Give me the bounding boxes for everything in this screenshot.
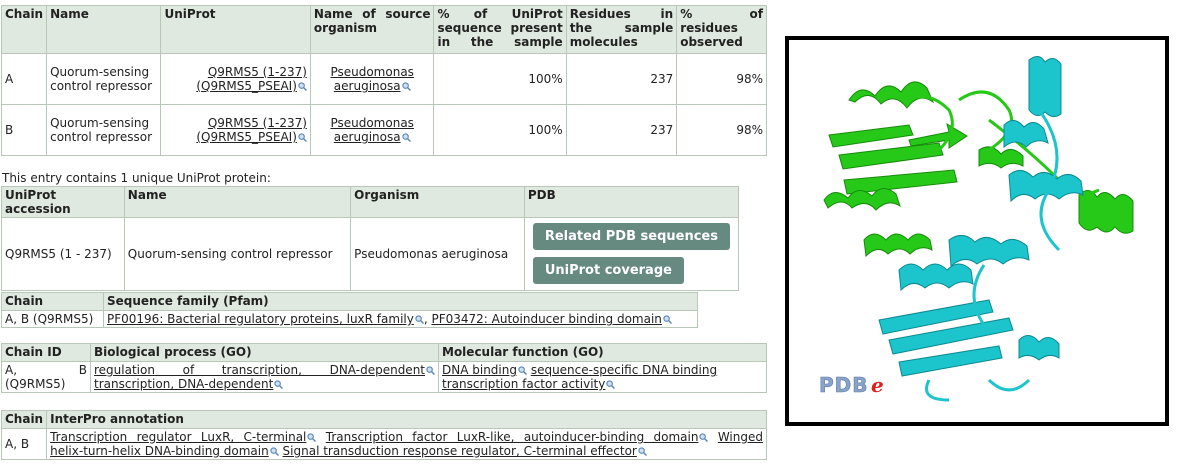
header-chain: Chain (2, 411, 47, 429)
interpro-line-2 (50, 444, 763, 458)
uniprot-id-link[interactable]: (Q9RMS5_PSEAI) (196, 130, 297, 144)
related-pdb-sequences-button[interactable]: Related PDB sequences (533, 223, 730, 250)
header-pfam: Sequence family (Pfam) (104, 293, 698, 311)
go-link-transcription[interactable]: transcription, DNA-dependent (94, 377, 274, 391)
header-accession: UniProt accession (2, 187, 125, 218)
uniprot-id-link[interactable]: (Q9RMS5_PSEAI) (196, 79, 297, 93)
magnifier-icon[interactable] (402, 82, 411, 91)
name-cell: Quorum-sensing control repressor (124, 218, 350, 291)
pdb-cell (524, 218, 738, 291)
name-cell: Quorum-sensing control repressor (47, 105, 161, 156)
magnifier-icon[interactable] (298, 82, 307, 91)
interpro-link-winged-helix[interactable] (718, 430, 763, 444)
uniprot-link[interactable]: Q9RMS5 (1-237) (207, 65, 307, 79)
magnifier-icon[interactable] (274, 380, 283, 389)
organism-link[interactable]: Pseudomonas aeruginosa (330, 65, 414, 93)
magnifier-icon[interactable] (638, 447, 647, 456)
accession-cell: Q9RMS5 (1 - 237) (2, 218, 125, 291)
magnifier-icon[interactable] (606, 380, 615, 389)
go-table (1, 343, 767, 393)
interpro-link-signal-transduction[interactable]: Signal transduction response regulator, C-terminal effector (282, 444, 637, 458)
magnifier-icon[interactable] (402, 133, 411, 142)
header-pct-observed: % of residues observed (677, 6, 767, 54)
winged-helix-part-2: helix-turn-helix DNA-binding domain (50, 444, 269, 458)
pfam-cell: PF00196: Bacterial regulatory proteins, luxR family , PF03472: Autoinducer binding domain (104, 311, 698, 328)
organism-cell (310, 54, 434, 105)
magnifier-icon[interactable] (307, 433, 316, 442)
pdbe-logo (819, 373, 884, 397)
header-pct-sequence: % of UniProt sequence present in the sample (434, 6, 566, 54)
structure-image[interactable] (785, 36, 1169, 426)
pfam-table (1, 292, 698, 328)
chain-cell: A, B (2, 429, 47, 460)
chain-b-cartoon (879, 56, 1083, 400)
organism-cell (310, 105, 434, 156)
biological-process-cell (91, 362, 439, 393)
magnifier-icon[interactable] (270, 447, 279, 456)
molecular-function-cell (439, 362, 767, 393)
bp-line-2 (94, 377, 435, 391)
organism-link[interactable]: Pseudomonas aeruginosa (330, 116, 414, 144)
go-link-sequence-specific-dna-binding[interactable]: sequence-specific DNA binding transcription factor activity (442, 363, 718, 391)
table-row (2, 362, 767, 393)
header-chain: Chain (2, 293, 104, 311)
chain-cell: A, B (Q9RMS5) (2, 311, 104, 328)
table-row (2, 311, 698, 328)
header-name: Name (47, 6, 161, 54)
magnifier-icon[interactable] (699, 433, 708, 442)
uniprot-summary-caption: This entry contains 1 unique UniProt protein: (2, 171, 271, 185)
table-row (2, 218, 739, 291)
chain-cell: A, B (Q9RMS5) (2, 362, 91, 393)
header-biological-process: Biological process (GO) (91, 344, 439, 362)
magnifier-icon[interactable] (415, 315, 424, 324)
interpro-link-luxr-c-terminal[interactable]: Transcription regulator LuxR, C-terminal (50, 430, 307, 444)
interpro-line-1 (50, 430, 763, 444)
name-cell: Quorum-sensing control repressor (47, 54, 161, 105)
header-residues: Residues in the sample molecules (566, 6, 677, 54)
uniprot-coverage-button[interactable]: UniProt coverage (533, 257, 684, 284)
organism-cell: Pseudomonas aeruginosa (351, 218, 525, 291)
header-uniprot: UniProt (161, 6, 310, 54)
chain-a-cartoon (824, 82, 1133, 256)
interpro-link-winged-helix-cont[interactable] (50, 444, 269, 458)
header-source-organism: Name of source organism (310, 6, 434, 54)
interpro-link-luxr-autoinducer[interactable]: Transcription factor LuxR-like, autoinducer-binding domain (325, 430, 699, 444)
chain-cell: B (2, 105, 47, 156)
magnifier-icon[interactable] (663, 315, 672, 324)
protein-cartoon (789, 40, 1165, 422)
magnifier-icon[interactable] (518, 366, 527, 375)
header-chain-id: Chain ID (2, 344, 91, 362)
pct-obs-cell: 98% (677, 105, 767, 156)
pct-seq-cell: 100% (434, 105, 566, 156)
pfam-link-pf00196[interactable]: PF00196: Bacterial regulatory proteins, luxR family (107, 312, 414, 326)
magnifier-icon[interactable] (426, 366, 435, 375)
pct-seq-cell: 100% (434, 54, 566, 105)
chains-table (1, 5, 767, 156)
pdbe-logo-e: e (871, 373, 884, 397)
header-interpro: InterPro annotation (47, 411, 767, 429)
table-row (2, 54, 767, 105)
pct-obs-cell: 98% (677, 54, 767, 105)
go-link-dna-binding[interactable]: DNA binding (442, 363, 517, 377)
bp-line-1 (94, 363, 435, 377)
header-organism: Organism (351, 187, 525, 218)
residues-cell: 237 (566, 105, 677, 156)
header-chain: Chain (2, 6, 47, 54)
header-molecular-function: Molecular function (GO) (439, 344, 767, 362)
table-row (2, 105, 767, 156)
winged-helix-part-1: Winged (717, 430, 763, 444)
go-link-regulation-of-transcription[interactable]: regulation of transcription, DNA-dependent (94, 363, 425, 377)
pdbe-logo-text: PDB (819, 373, 869, 397)
uniprot-cell (161, 105, 310, 156)
header-pdb: PDB (524, 187, 738, 218)
uniprot-summary-table (1, 186, 739, 291)
residues-cell: 237 (566, 54, 677, 105)
chain-cell: A (2, 54, 47, 105)
interpro-cell (47, 429, 767, 460)
table-row (2, 429, 767, 460)
magnifier-icon[interactable] (298, 133, 307, 142)
pfam-link-pf03472[interactable]: PF03472: Autoinducer binding domain (431, 312, 662, 326)
header-name: Name (124, 187, 350, 218)
uniprot-link[interactable]: Q9RMS5 (1-237) (207, 116, 307, 130)
uniprot-cell (161, 54, 310, 105)
interpro-table (1, 410, 767, 460)
